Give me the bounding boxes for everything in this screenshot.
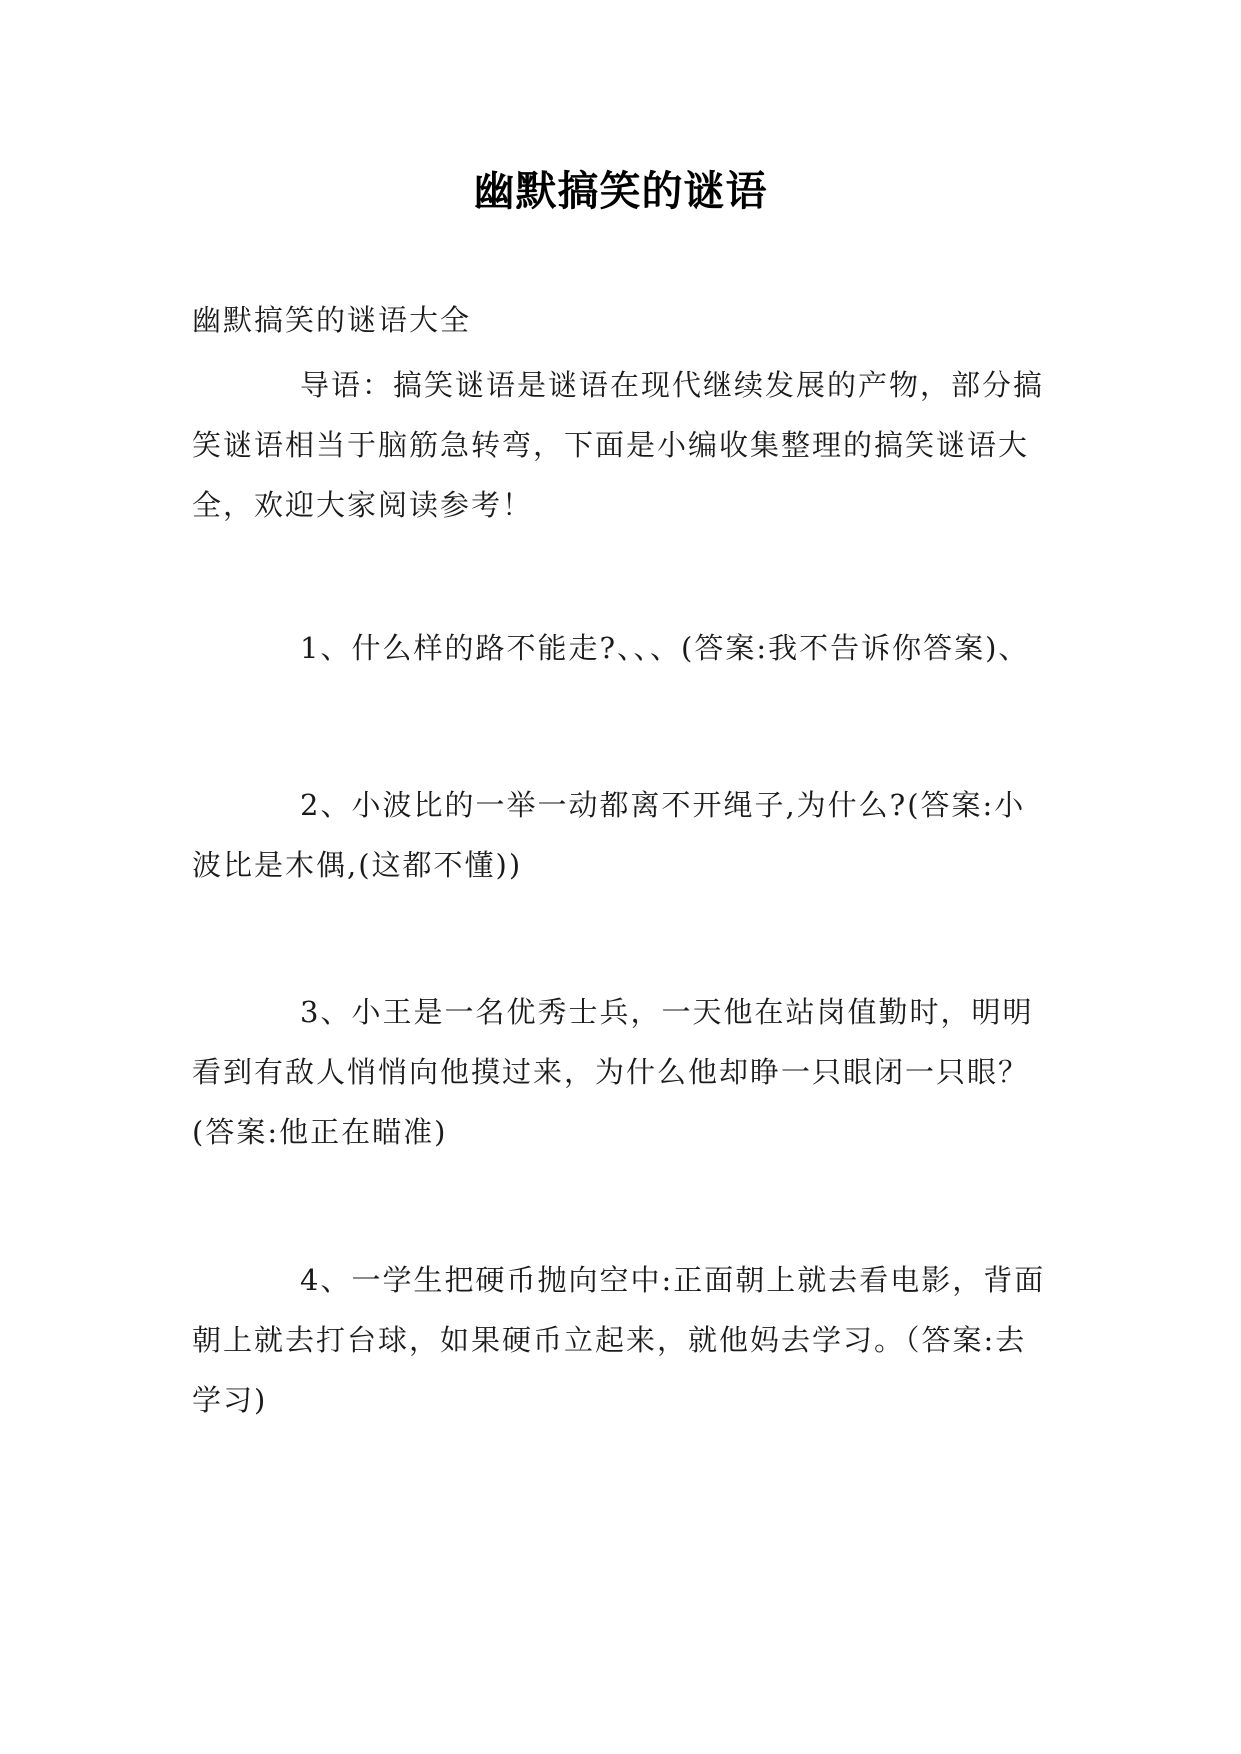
riddle-3: 3、小王是一名优秀士兵，一天他在站岗值勤时，明明看到有敌人悄悄向他摸过来，为什么他却睁一只眼闭一只眼？(答案:他正在瞄准) — [192, 995, 1034, 1149]
riddle-1: 1、什么样的路不能走?、、、(答案:我不告诉你答案)、 — [300, 631, 1030, 665]
riddle-4: 4、一学生把硬币抛向空中:正面朝上就去看电影，背面朝上就去打台球，如果硬币立起来，就他妈去学习。（答案:去学习) — [192, 1263, 1046, 1417]
riddle-2: 2、小波比的一举一动都离不开绳子,为什么?(答案:小波比是木偶,(这都不懂)) — [192, 788, 1026, 882]
document-title: 幽默搞笑的谜语 — [473, 167, 768, 215]
intro-paragraph: 导语：搞笑谜语是谜语在现代继续发展的产物，部分搞笑谜语相当于脑筋急转弯，下面是小编收集整理的搞笑谜语大全，欢迎大家阅读参考！ — [192, 368, 1045, 522]
document-subtitle: 幽默搞笑的谜语大全 — [192, 303, 472, 337]
